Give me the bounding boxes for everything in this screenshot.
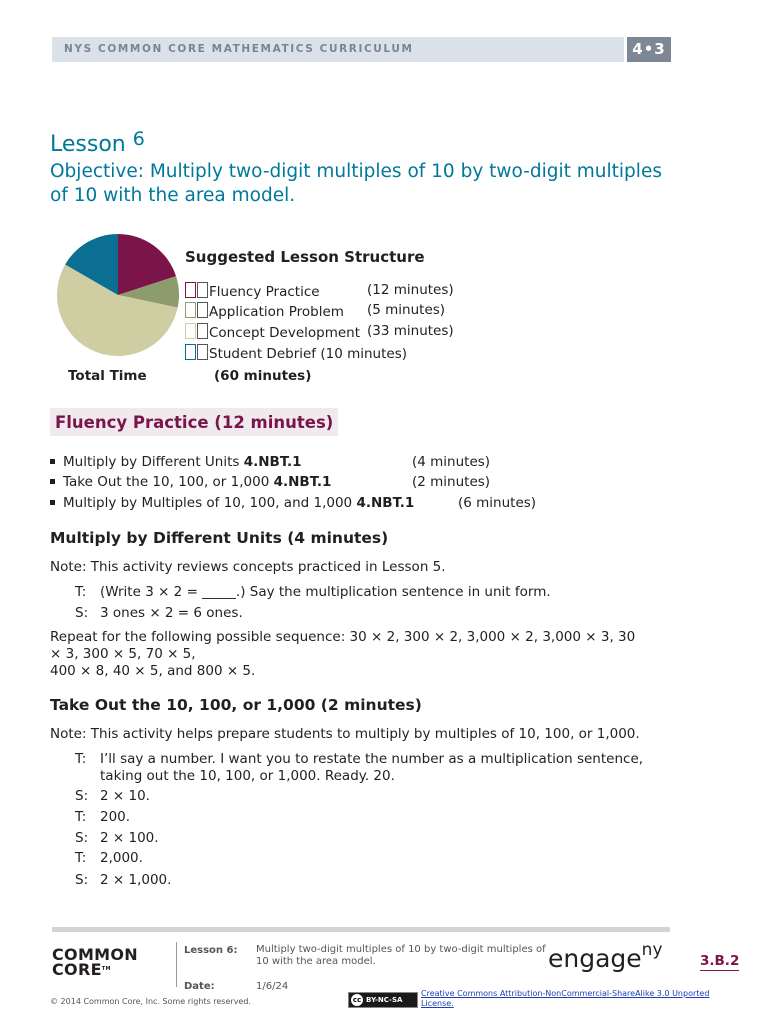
logo-line: COMMON bbox=[52, 945, 138, 964]
section-heading-take-out: Take Out the 10, 100, or 1,000 (2 minutes) bbox=[50, 696, 422, 714]
bullet-standard: 4.NBT.1 bbox=[356, 495, 415, 511]
fluency-bullet bbox=[50, 474, 491, 490]
lesson-title bbox=[50, 128, 145, 157]
checkbox-icon bbox=[197, 282, 208, 298]
dialog-text: 2 × 1,000. bbox=[100, 872, 172, 888]
dialog-line bbox=[75, 788, 150, 804]
dialog-line bbox=[75, 751, 643, 784]
footer-divider bbox=[176, 942, 177, 987]
dialog-text: I’ll say a number. I want you to restate the number as a multiplication sentence, bbox=[100, 751, 644, 767]
lesson-number: 6 bbox=[132, 128, 145, 150]
curriculum-title: NYS COMMON CORE MATHEMATICS CURRICULUM bbox=[64, 43, 414, 55]
logo-line: CORE bbox=[52, 960, 102, 979]
cc-icon: cc bbox=[352, 996, 362, 1004]
bullet-text: Multiply by Multiples of 10, 100, and 1,000 bbox=[63, 495, 357, 511]
repeat-line: 400 × 8, 40 × 5, and 800 × 5. bbox=[50, 663, 256, 679]
footer-lesson-label: Lesson 6: bbox=[184, 945, 238, 956]
color-key-box bbox=[185, 344, 196, 360]
lesson-time-pie-chart bbox=[57, 233, 179, 359]
structure-item-fluency bbox=[185, 282, 454, 300]
footer-date-label: Date: bbox=[184, 981, 215, 992]
section-note: Note: This activity reviews concepts practiced in Lesson 5. bbox=[50, 559, 446, 575]
bullet-icon bbox=[50, 479, 55, 484]
common-core-logo bbox=[52, 947, 138, 977]
speaker-label: T: bbox=[75, 751, 87, 767]
dialog-line bbox=[75, 830, 159, 846]
dialog-text: 2,000. bbox=[100, 850, 143, 866]
bullet-standard: 4.NBT.1 bbox=[243, 454, 302, 470]
structure-item-application bbox=[185, 302, 446, 320]
checkbox-icon bbox=[197, 302, 208, 318]
speaker-label: S: bbox=[75, 830, 89, 846]
speaker-label: T: bbox=[75, 850, 87, 866]
bullet-icon bbox=[50, 459, 55, 464]
structure-item-name: Student Debrief (10 minutes) bbox=[209, 346, 408, 362]
speaker-label: T: bbox=[75, 584, 87, 600]
bullet-time: (2 minutes) bbox=[412, 474, 491, 490]
fluency-heading: Fluency Practice (12 minutes) bbox=[50, 408, 338, 436]
dialog-text: 2 × 100. bbox=[100, 830, 159, 846]
dialog-text: 2 × 10. bbox=[100, 788, 150, 804]
dialog-line bbox=[75, 872, 171, 888]
copyright-notice: © 2014 Common Core, Inc. Some rights reserved. bbox=[50, 997, 251, 1006]
footer-rule bbox=[52, 927, 670, 932]
cc-badge-text: BY-NC-SA bbox=[366, 996, 403, 1004]
color-key-box bbox=[185, 282, 196, 298]
bullet-text: Take Out the 10, 100, or 1,000 bbox=[63, 474, 274, 490]
total-time-value: (60 minutes) bbox=[214, 368, 312, 384]
structure-item-name: Fluency Practice bbox=[209, 284, 320, 300]
structure-item-time: (33 minutes) bbox=[367, 323, 454, 339]
bullet-time: (4 minutes) bbox=[412, 454, 491, 470]
engageny-logo bbox=[548, 940, 663, 973]
fluency-bullet bbox=[50, 495, 537, 511]
module-badge: 4•3 bbox=[627, 37, 671, 62]
checkbox-icon bbox=[197, 323, 208, 339]
structure-item-time: (12 minutes) bbox=[367, 282, 454, 298]
dialog-text: (Write 3 × 2 = _____.) Say the multiplication sentence in unit form. bbox=[100, 584, 551, 600]
total-time-label: Total Time bbox=[68, 368, 147, 384]
lesson-objective: Objective: Multiply two-digit multiples of 10 by two-digit multiples of 10 with the area model. bbox=[50, 161, 662, 206]
structure-item-time: (5 minutes) bbox=[367, 302, 446, 318]
brand-sup: ny bbox=[641, 940, 663, 960]
logo-trademark: TM bbox=[101, 966, 111, 972]
dialog-line bbox=[75, 584, 551, 600]
structure-item-concept bbox=[185, 323, 454, 341]
structure-item-debrief bbox=[185, 344, 407, 362]
checkbox-icon bbox=[197, 344, 208, 360]
section-note: Note: This activity helps prepare students to multiply by multiples of 10, 100, or 1,000. bbox=[50, 726, 640, 742]
speaker-label: T: bbox=[75, 809, 87, 825]
fluency-bullet bbox=[50, 454, 491, 470]
speaker-label: S: bbox=[75, 788, 89, 804]
footer-lesson-description: Multiply two-digit multiples of 10 by two-digit multiples of 10 with the area model. bbox=[256, 944, 546, 967]
footer-date: 1/6/24 bbox=[256, 981, 289, 992]
bullet-text: Multiply by Different Units bbox=[63, 454, 244, 470]
dialog-line bbox=[75, 605, 243, 621]
dialog-text-continued: taking out the 10, 100, or 1,000. Ready. 20. bbox=[100, 768, 395, 784]
dialog-text: 3 ones × 2 = 6 ones. bbox=[100, 605, 243, 621]
repeat-sequence bbox=[50, 629, 680, 680]
lesson-label: Lesson bbox=[50, 132, 126, 157]
structure-item-name: Application Problem bbox=[209, 304, 344, 320]
speaker-label: S: bbox=[75, 605, 89, 621]
creative-commons-badge[interactable] bbox=[348, 992, 418, 1008]
bullet-time: (6 minutes) bbox=[458, 495, 537, 511]
structure-item-name: Concept Development bbox=[209, 325, 361, 341]
speaker-label: S: bbox=[75, 872, 89, 888]
repeat-line: Repeat for the following possible sequence: 30 × 2, 300 × 2, 3,000 × 2, 3,000 × 3, 30 bbox=[50, 629, 636, 645]
dialog-text: 200. bbox=[100, 809, 131, 825]
page-number: 3.B.2 bbox=[700, 953, 740, 969]
bullet-icon bbox=[50, 500, 55, 505]
structure-title: Suggested Lesson Structure bbox=[185, 248, 425, 266]
color-key-box bbox=[185, 323, 196, 339]
dialog-line bbox=[75, 850, 143, 866]
brand-text: engage bbox=[548, 944, 642, 973]
dialog-line bbox=[75, 809, 130, 825]
license-link[interactable]: Creative Commons Attribution-NonCommercial-ShareAlike 3.0 Unported License. bbox=[421, 989, 710, 1008]
color-key-box bbox=[185, 302, 196, 318]
bullet-standard: 4.NBT.1 bbox=[273, 474, 332, 490]
section-heading-different-units: Multiply by Different Units (4 minutes) bbox=[50, 529, 389, 547]
repeat-line: × 3, 300 × 5, 70 × 5, bbox=[50, 646, 196, 662]
